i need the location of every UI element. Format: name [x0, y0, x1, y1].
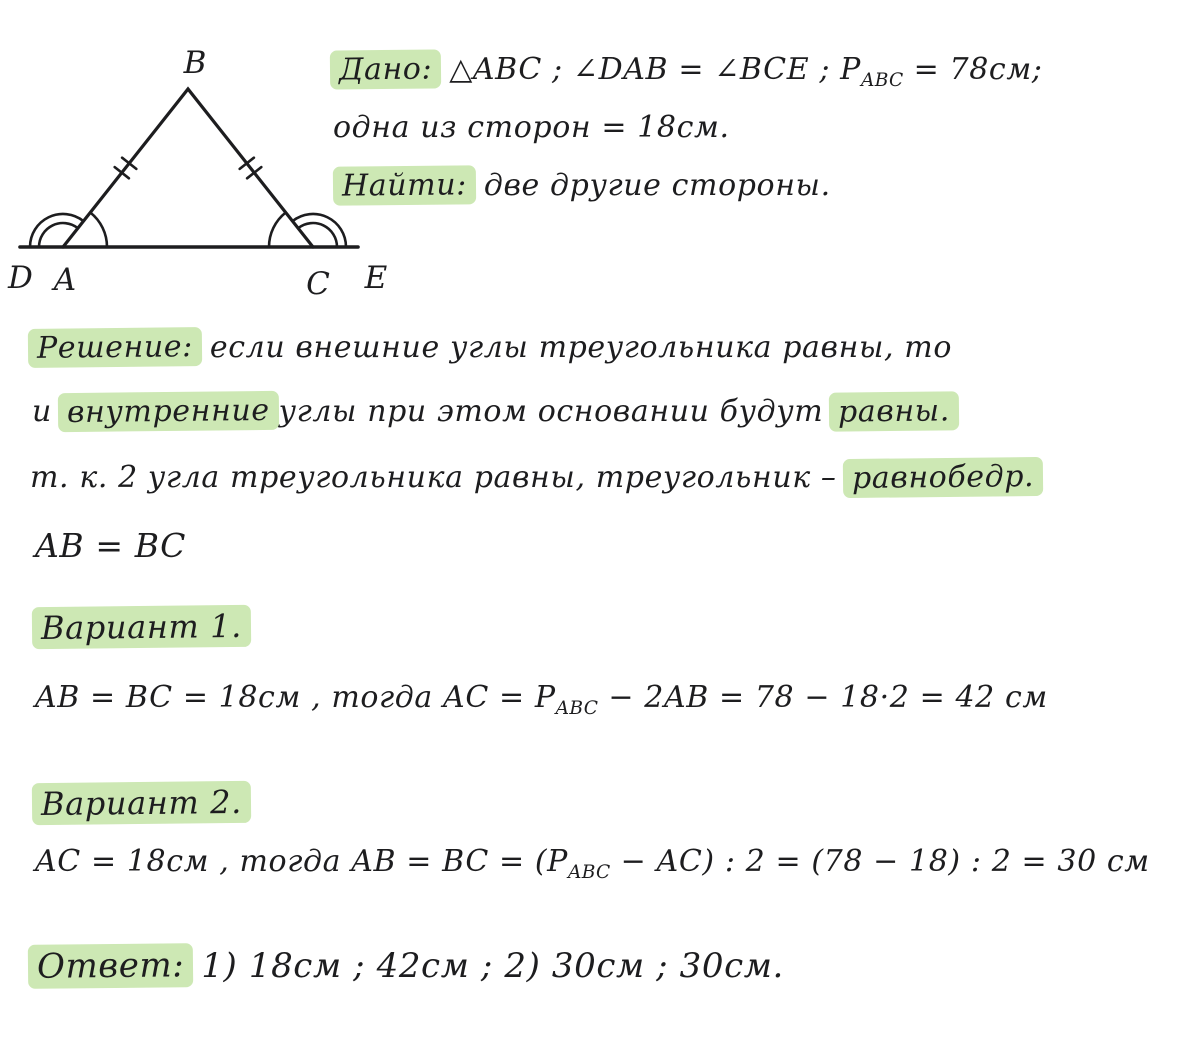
answer-text: 1) 18см ; 42см ; 2) 30см ; 30см. — [201, 946, 784, 986]
given-keyword-highlight: Дано: — [330, 49, 442, 89]
variant-2-formula-post: − AC) : 2 = (78 − 18) : 2 = 30 см — [610, 844, 1150, 879]
given-statement: △ABC ; ∠DAB = ∠BCE ; P — [449, 52, 861, 87]
perimeter-subscript: ABC — [860, 70, 904, 91]
solution-line-2 — [32, 392, 959, 431]
answer-keyword-highlight: Ответ: — [28, 943, 194, 989]
find-text: две другие стороны. — [483, 168, 831, 203]
given-side-condition: одна из сторон = 18см. — [333, 110, 730, 145]
solution-line-2-mid: углы при этом основании будут — [278, 394, 824, 429]
isosceles-highlight: равнобедр. — [842, 457, 1043, 498]
variant-1-formula-post: − 2AB = 78 − 18·2 = 42 см — [598, 680, 1048, 715]
solution-keyword-highlight: Решение: — [28, 327, 202, 368]
given-statement-value: = 78см; — [903, 52, 1043, 87]
solution-line-1-text: если внешние углы треугольника равны, то — [209, 330, 952, 365]
find-keyword-highlight: Найти: — [333, 165, 476, 205]
vertex-label-b: B — [183, 45, 207, 81]
interior-angle-arc-c — [269, 213, 286, 248]
equality-text: AB = BC — [35, 526, 187, 565]
solution-line-3 — [30, 458, 1043, 497]
variant-2-subscript: ABC — [567, 862, 611, 883]
variant-1-subscript: ABC — [555, 698, 599, 719]
interior-angles-highlight: внутренние — [58, 391, 279, 432]
variant-1-title — [32, 606, 259, 648]
variant-2-formula-pre: AC = 18см , тогда AB = BC = (P — [35, 844, 568, 879]
equal-highlight: равны. — [829, 391, 959, 431]
interior-angle-arc-a — [90, 213, 107, 248]
solution-line-2-pre: и — [32, 394, 52, 429]
solution-line-3-pre: т. к. 2 угла треугольника равны, треугольник – — [30, 460, 837, 495]
equality-ab-bc — [35, 526, 186, 565]
given-line-2 — [333, 110, 730, 145]
variant-2-formula — [35, 844, 1150, 883]
variant-1-formula-pre: AB = BC = 18см , тогда AC = P — [35, 680, 556, 715]
find-line — [333, 166, 831, 205]
variant-2-title — [32, 782, 259, 824]
variant-1-formula — [35, 680, 1048, 719]
answer-line — [28, 944, 784, 988]
vertex-label-a: A — [53, 262, 77, 298]
variant-2-highlight: Вариант 2. — [32, 781, 251, 825]
solution-line-1 — [28, 328, 952, 367]
given-line-1 — [330, 50, 1043, 91]
vertex-label-e: E — [364, 260, 388, 296]
vertex-label-c: C — [306, 266, 330, 302]
vertex-label-d: D — [8, 260, 33, 296]
variant-1-highlight: Вариант 1. — [32, 605, 251, 649]
